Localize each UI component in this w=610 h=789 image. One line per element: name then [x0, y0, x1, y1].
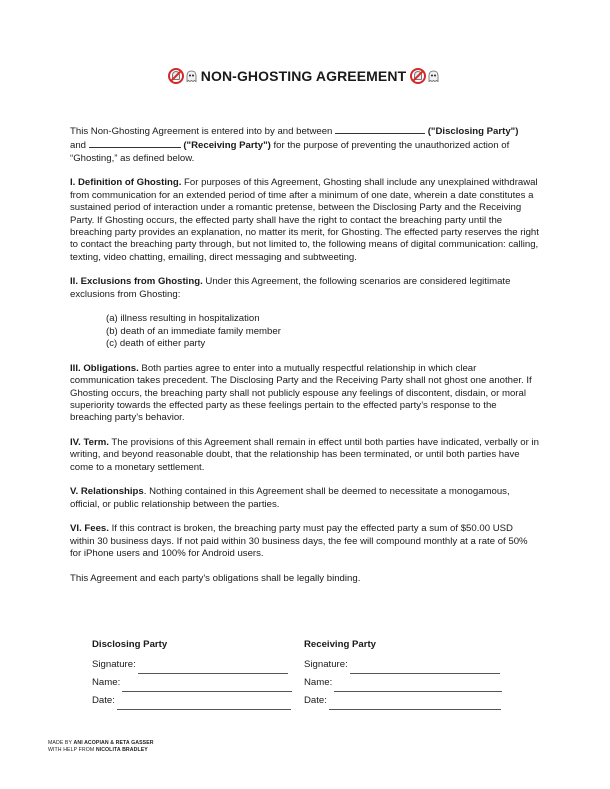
list-item: (a) illness resulting in hospitalization	[106, 313, 260, 325]
receiving-party-signature-block	[304, 636, 502, 710]
date-field[interactable]	[117, 697, 291, 710]
credits-prefix: MADE BY	[48, 740, 74, 746]
name-label: Name:	[92, 677, 121, 688]
date-field[interactable]	[329, 697, 501, 710]
signature-label: Signature:	[304, 659, 348, 670]
section-heading: III. Obligations.	[70, 362, 139, 374]
intro-paragraph	[70, 124, 540, 165]
agreement-body	[70, 124, 540, 597]
signature-block-heading: Receiving Party	[304, 639, 376, 650]
signature-field[interactable]	[138, 661, 288, 674]
section-definition	[70, 177, 540, 264]
document-title-row	[0, 68, 610, 84]
section-body: Both parties agree to enter into a mutually respectful relationship in which clear communication takes precedent. The Disclosing Party and the Receiving Party shall not ghost one another. If Ghosting occurs, the breaching party shall not publicly espouse any feelings of discontent, disdain, or moral superiority towards the effected party as these feelings pertain to the effected party’s response to the breaching party’s behavior.	[70, 362, 532, 424]
receiving-party-blank[interactable]	[89, 138, 181, 148]
section-body: For purposes of this Agreement, Ghosting shall include any unexplained withdrawal from communication for an extended period of time after a minimum of one date, wherein a date constitutes a sustained period of interaction under a romantic pretense, between the Disclosing Party and the Receiving Party. If Ghosting occurs, the effected party shall have the right to contact the breaching party until the breaching party provides an explanation, no matter its merit, for Ghosting. The effected party reserves the right to contact the breaching party through, but not limited to, the following means of digital communication: calling, texting, video chatting, emailing, direct messaging and subtweeting.	[70, 177, 539, 263]
exclusions-list	[106, 313, 540, 350]
disclosing-party-signature-block	[92, 636, 292, 710]
page-title: NON-GHOSTING AGREEMENT	[200, 68, 407, 84]
disclosing-party-blank[interactable]	[335, 124, 425, 134]
section-body: . Nothing contained in this Agreement shall be deemed to necessitate a monogamous, official, or public relationship between the parties.	[70, 486, 510, 510]
section-fees	[70, 523, 540, 560]
date-label: Date:	[92, 695, 115, 706]
credits-prefix: WITH HELP FROM	[48, 747, 96, 753]
name-field[interactable]	[334, 679, 502, 692]
section-heading: IV. Term.	[70, 437, 109, 449]
credits-helper: NICOLITA BRADLEY	[95, 747, 148, 753]
receiving-party-label: ("Receiving Party")	[183, 140, 271, 152]
list-item: (b) death of an immediate family member	[106, 325, 281, 337]
closing-paragraph: This Agreement and each party's obligations shall be legally binding.	[70, 572, 361, 584]
no-ghost-icon	[410, 68, 426, 84]
section-exclusions	[70, 276, 540, 301]
disclosing-party-label: ("Disclosing Party")	[427, 126, 519, 137]
no-ghost-icon	[168, 68, 184, 84]
intro-text: This Non-Ghosting Agreement is entered into by and between	[70, 126, 333, 137]
date-label: Date:	[304, 695, 327, 706]
section-heading: II. Exclusions from Ghosting.	[70, 276, 203, 288]
name-label: Name:	[304, 677, 333, 688]
section-obligations	[70, 363, 540, 425]
section-relationships	[70, 486, 540, 511]
signature-block-heading: Disclosing Party	[92, 639, 168, 650]
list-item: (c) death of either party	[106, 338, 206, 350]
section-body: If this contract is broken, the breaching party must pay the effected party a sum of $50.00 USD within 30 business days. If not paid within 30 business days, the fee will compound monthly at a rate of 50% for iPhone users and 100% for Android users.	[70, 523, 528, 560]
section-heading: I. Definition of Ghosting.	[70, 177, 182, 189]
name-field[interactable]	[122, 679, 292, 692]
credits-authors: ANI ACOPIAN & RETA GASSER	[73, 740, 154, 746]
section-heading: V. Relationships	[70, 486, 144, 498]
ghost-icon	[185, 70, 198, 83]
credits	[48, 740, 154, 754]
intro-text-and: and	[70, 140, 87, 152]
section-body: Under this Agreement, the following scenarios are considered legitimate exclusions from Ghosting:	[70, 276, 511, 300]
section-heading: VI. Fees.	[70, 523, 109, 535]
intro-text-end: for the purpose of preventing the unauthorized action of “Ghosting,” as defined below.	[70, 140, 510, 164]
ghost-icon	[427, 70, 440, 83]
section-term	[70, 437, 540, 474]
section-body: The provisions of this Agreement shall remain in effect until both parties have indicated, verbally or in writing, and beyond reasonable doubt, that the relationship has been terminated, or until both parties have come to a monetary settlement.	[70, 437, 539, 473]
signature-field[interactable]	[350, 661, 500, 674]
signature-label: Signature:	[92, 659, 136, 670]
